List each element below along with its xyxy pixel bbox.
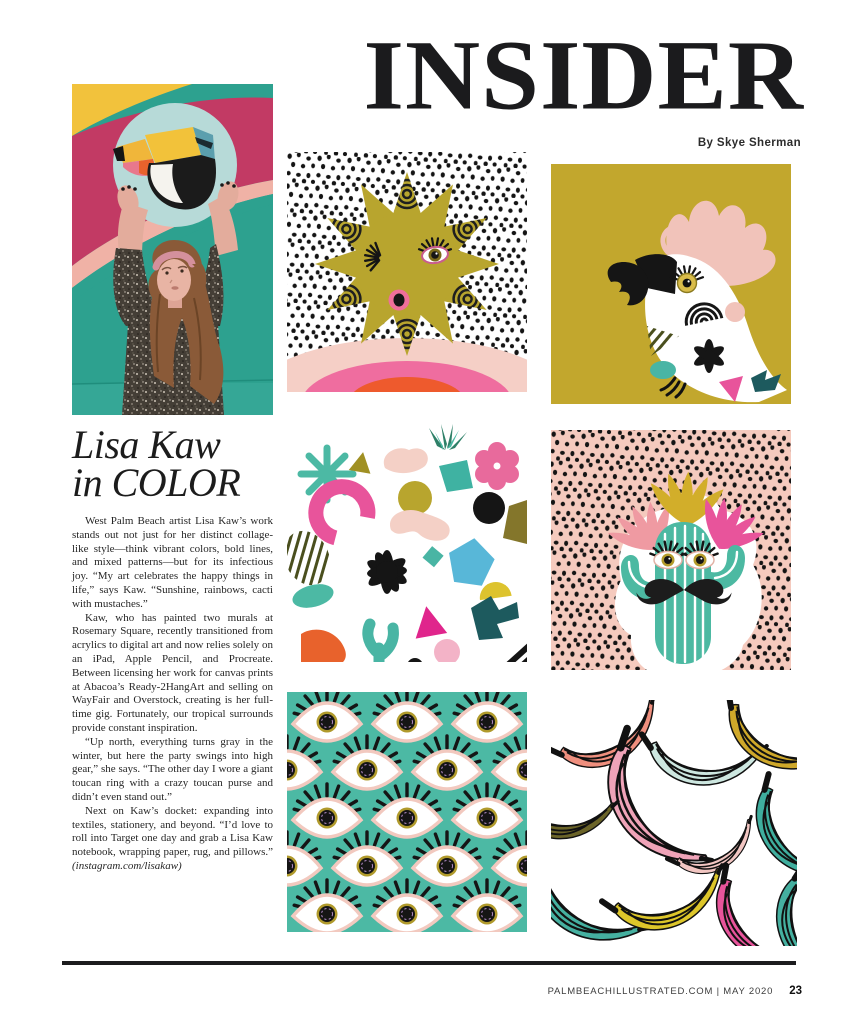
article-title-line1: Lisa Kaw [72,422,221,467]
paragraph: “Up north, everything turns gray in the winter, but here the party swings into high gear,” she says. “The other day I wore a giant toucan ring with a crazy toucan purse and didn’t even stand out.” [72,735,273,803]
paragraph: Next on Kaw’s docket: expanding into textiles, stationery, and beyond. “I’d love to roll into Target one day and grab a Lisa Kaw notebook, wrapping paper, rug, and pillows.” (instagram.com/lisakaw) [72,804,273,872]
artwork-bananas [551,700,797,946]
artwork-eye-pattern [287,692,527,932]
artwork-sun [287,152,527,392]
footer [548,985,802,997]
artwork-cockatoo [551,164,791,404]
article-body [72,515,273,874]
instagram-credit: (instagram.com/lisakaw) [72,859,182,872]
footer-rule [62,961,796,965]
artwork-cactus-mustache [551,430,791,670]
paragraph: West Palm Beach artist Lisa Kaw’s work stands out not just for her distinct collage-like style—think vibrant colors, bold lines, and mixed patterns—but for its infectious joy. “My art celebrates the happy things in life,” says Kaw. “Sunshine, rainbows, cacti with mustaches.” [72,515,273,610]
paragraph: Kaw, who has painted two murals at Rosemary Square, recently transitioned from acrylics to digital art and now relies solely on an iPad, Apple Pencil, and Procreate. Between licensing her work for canvas prints at Abacoa’s Ready-2HangArt and selling on WayFair and Overstock, creating is her full-time gig. Fortunately, our tropical surrounds provide constant inspiration. [72,611,273,734]
artwork-shapes-collage [287,422,527,662]
article-title-line2: in COLOR [72,460,241,505]
artist-photo [72,84,273,415]
page-title: INSIDER [363,20,804,131]
publication-footer: PALMBEACHILLUSTRATED.COM | MAY 2020 [547,986,774,997]
page-number: 23 [789,985,802,997]
byline: By Skye Sherman [697,137,801,149]
article-title [72,422,273,505]
article-column [72,422,273,874]
